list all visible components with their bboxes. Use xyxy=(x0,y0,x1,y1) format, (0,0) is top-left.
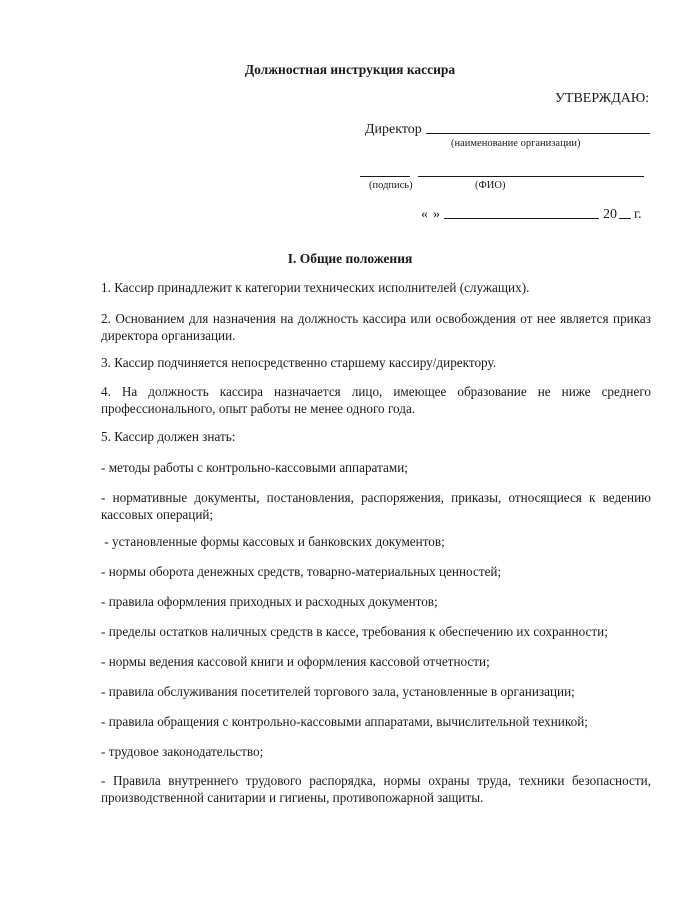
list-item-8: - правила обслуживания посетителей торгового зала, установленные в организации; xyxy=(101,684,575,699)
date-suffix: г. xyxy=(634,207,642,222)
list-item-9: - правила обращения с контрольно-кассовыми аппаратами, вычислительной техникой; xyxy=(101,714,588,729)
organization-name-line xyxy=(426,133,650,134)
organization-caption: (наименование организации) xyxy=(451,138,581,149)
date-quote-open: « xyxy=(421,207,428,222)
list-item-1: - методы работы с контрольно-кассовыми аппаратами; xyxy=(101,460,408,475)
list-item-4: - нормы оборота денежных средств, товарно-материальных ценностей; xyxy=(101,564,502,579)
list-item-7: - нормы ведения кассовой книги и оформления кассовой отчетности; xyxy=(101,654,490,669)
paragraph-5: 5. Кассир должен знать: xyxy=(101,429,236,444)
paragraph-2: 2. Основанием для назначения на должность кассира или освобождения от нее является приказ директора организации. xyxy=(101,311,651,343)
signature-caption: (подпись) xyxy=(369,180,413,191)
fio-line xyxy=(418,176,644,177)
fio-caption: (ФИО) xyxy=(475,180,506,191)
list-item-3: - установленные формы кассовых и банковских документов; xyxy=(101,534,445,549)
date-month-line xyxy=(444,218,599,219)
list-item-10: - трудовое законодательство; xyxy=(101,744,264,759)
list-item-11: - Правила внутреннего трудового распорядка, нормы охраны труда, техники безопасности, производственной санитарии и гигиены, противопожарной защиты. xyxy=(101,773,651,805)
list-item-2: - нормативные документы, постановления, распоряжения, приказы, относящиеся к ведению кассовых операций; xyxy=(101,490,651,522)
paragraph-1: 1. Кассир принадлежит к категории технических исполнителей (служащих). xyxy=(101,280,530,295)
director-label: Директор xyxy=(365,122,422,137)
approve-label: УТВЕРЖДАЮ: xyxy=(555,91,650,106)
date-year-line xyxy=(619,218,631,219)
section-title: I. Общие положения xyxy=(287,251,413,266)
paragraph-3: 3. Кассир подчиняется непосредственно старшему кассиру/директору. xyxy=(101,355,497,370)
date-quote-close: » xyxy=(433,207,440,222)
date-year: 20 xyxy=(603,207,617,222)
list-item-6: - пределы остатков наличных средств в кассе, требования к обеспечению их сохранности; xyxy=(101,624,608,639)
list-item-5: - правила оформления приходных и расходных документов; xyxy=(101,594,438,609)
paragraph-4: 4. На должность кассира назначается лицо, имеющее образование не ниже среднего профессионального, опыт работы не менее одного года. xyxy=(101,384,651,416)
document-title: Должностная инструкция кассира xyxy=(244,62,456,77)
